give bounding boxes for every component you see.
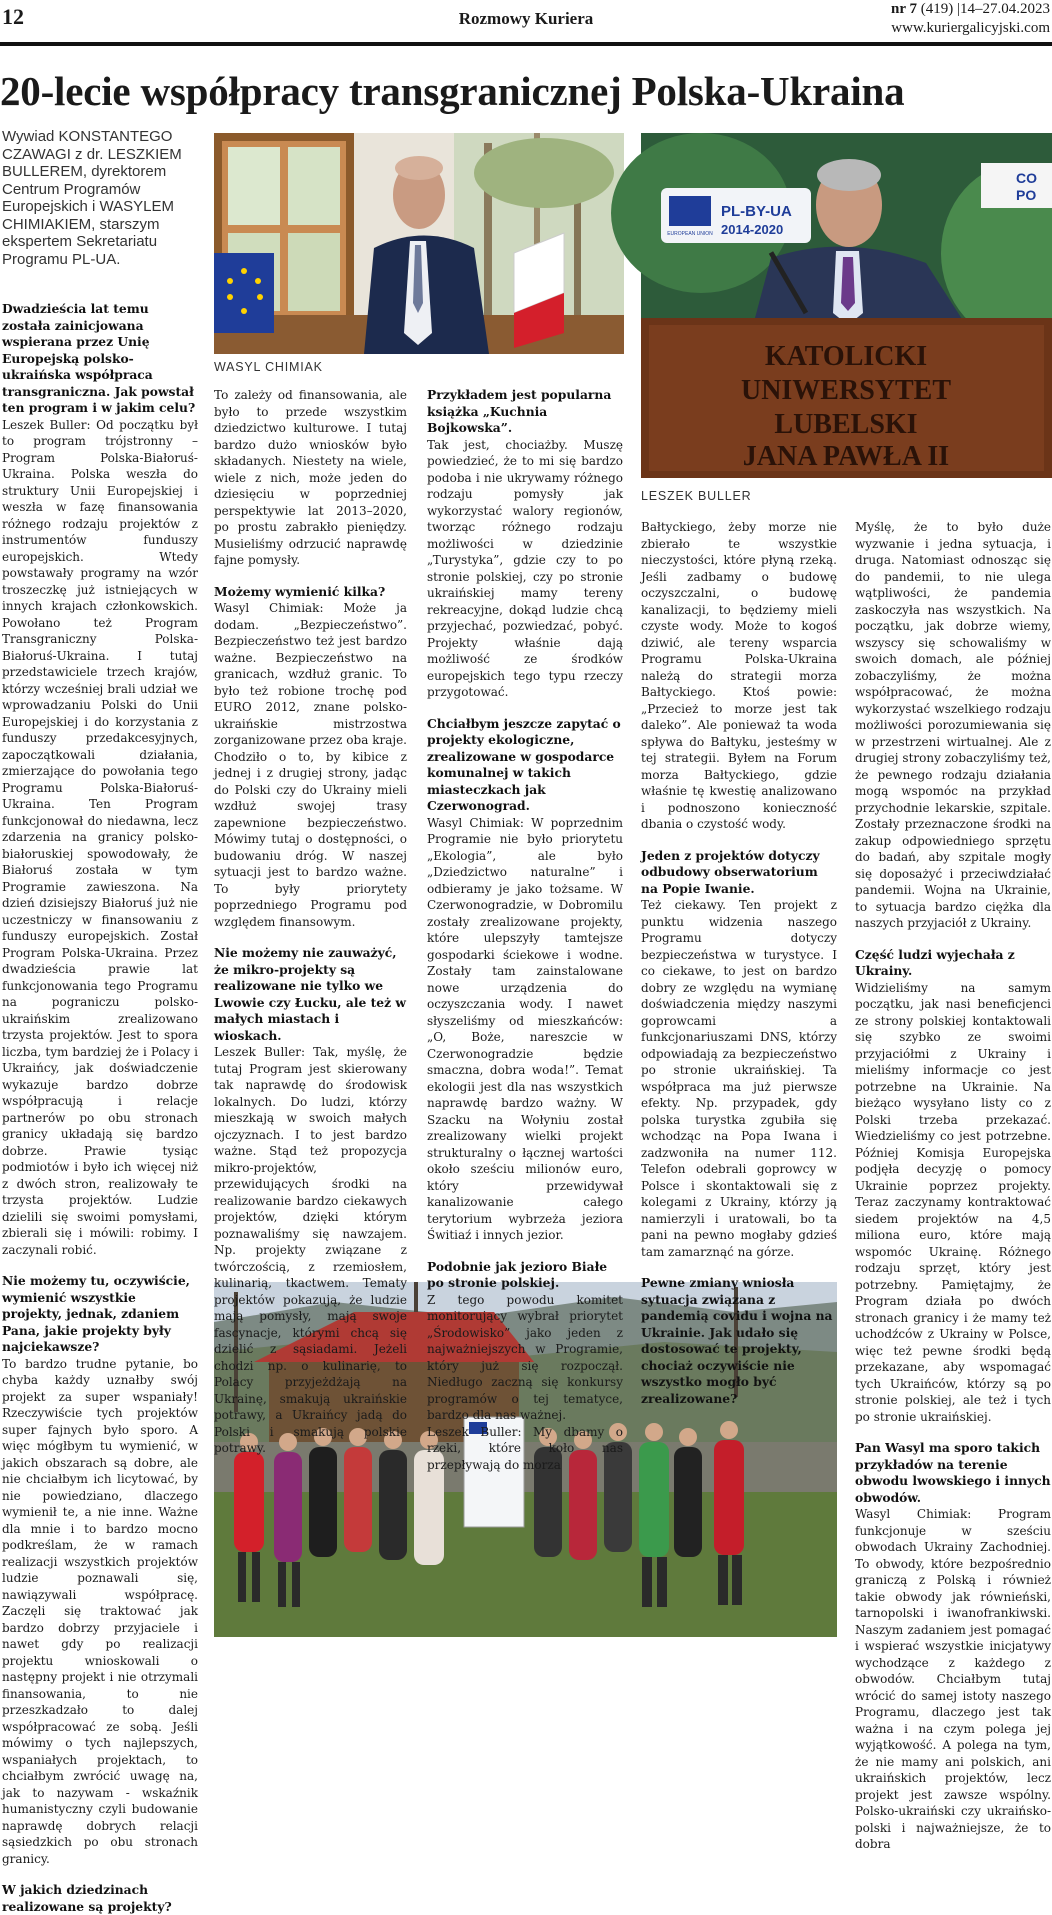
interview-question: Część ludzi wyjechała z Ukrainy.	[855, 946, 1015, 978]
issue-detail: (419) |14–27.04.2023	[920, 1, 1050, 17]
paragraph-gap	[427, 1244, 623, 1259]
interview-question: Pan Wasyl ma sporo takich przykładów na terenie obwodu lwowskiego i innych obwodów.	[855, 1440, 1051, 1505]
photo-wasyl-chimiak	[214, 133, 624, 354]
paragraph-gap	[214, 569, 407, 584]
page-number: 12	[2, 4, 24, 29]
interview-question: Nie możemy nie zauważyć, że mikro-projekty są realizowane nie tylko we Lwowie czy Łucku, ale też w małych miastach i wioskach.	[214, 945, 406, 1043]
interview-answer: Bałtyckiego, żeby morze nie zbierało te wszystkie nieczystości, które płyną rzeką. Jeśli zadbamy o budowę oczyszczalni, o budowę kanalizacji, to będziemy mieli czyste wody. Może to kogoś dziwić, ale tereny wsparcia Programu Polska-Ukraina należą do strategii morza Bałtyckiego. Ktoś powie: „Przecież to morze jest tak daleko”. Ale ponieważ ta woda spływa do Bałtyku, jesteśmy w tej strategii. Byłem na Forum morza Bałtyckiego, gdzie właśnie tę kwestię analizowano i podnoszono konieczność dbania o czystość wody.	[641, 520, 837, 831]
interview-answer: Wasyl Chimiak: Może ja dodam. „Bezpieczeństwo”. Bezpieczeństwo też jest bardzo ważne. Bezpieczeństwo na granicach, wzdłuż granic. To było też robione trochę pod EURO 2012, znane polsko-ukraińskie mistrzostwa zorganizowane przez oba kraje. Chodziło o to, by kibice z jednej i z drugiej strony, jadąc do Polski czy do Ukrainy mieli wzdłuż swojej trasy zapewnione bezpieczeństwo. Mówimy tutaj o dostępności, o budowaniu dróg. W naszej sytuacji jest to bardzo ważne. To były priorytety poprzedniego Programu pod względem finansowym.	[214, 601, 407, 929]
caption-leszek-buller: LESZEK BULLER	[641, 489, 752, 503]
interview-question: Podobnie jak jezioro Białe po stronie polskiej.	[427, 1258, 608, 1290]
article-column-4	[641, 519, 837, 1406]
interview-answer: Wasyl Chimiak: Program funkcjonuje w sześciu obwodach Ukrainy Zachodniej. To obwody, które bezpośrednio graniczą z Polską i również takie obwody jak równieński, tarnopolski i iwanofrankiwski. Naszym zadaniem jest pomagać i wspierać wszystkie inicjatywy wychodzące z każdego z obwodów. Chciałbym tutaj wrócić do samej istoty naszego Programu, dlaczego jest tak ważna i na czym polega jej wyjątkowość. A polega na tym, że nie mamy ani polskich, ani ukraińskich projektów, lecz projekt jest zawsze wspólny. Polsko-ukraiński czy ukraińsko-polski i najważniejsze, że to dobra	[855, 1507, 1051, 1851]
paragraph-gap	[641, 1260, 837, 1275]
paragraph-gap	[855, 1425, 1051, 1440]
website-link[interactable]: www.kuriergalicyjski.com	[891, 20, 1050, 36]
page-header	[0, 0, 1052, 46]
publication-section: Rozmowy Kuriera	[458, 9, 594, 28]
article-column-5	[855, 519, 1051, 1851]
intro-lead: Wywiad KONSTANTEGO CZAWAGI z dr. LESZKIEM BULLEREM, dyrektorem Centrum Programów Europejskich i WASYLEM CHIMIAKIEM, starszym ekspertem Sekretariatu Programu PL-UA.	[2, 128, 182, 268]
interview-question: Pewne zmiany wniosła sytuacja związana z pandemią covidu i wojna na Ukrainie. Jak udało się dostosować te projekty, chociaż oczywiście nie wszystko mogło być zrealizowane?	[641, 1275, 833, 1406]
interview-answer: Tak jest, chociażby. Muszę powiedzieć, że to mi się bardzo podoba i nie ukrywamy różnego rodzaju pomysły jak wykorzystać walory regionów, tworząc różnego rodzaju możliwości w dziedzinie „Turystyka”, gdzie czy to po stronie polskiej, czy po stronie ukraińskiej mamy tereny rekreacyjne, dokąd ludzie chcą przyjechać, pozwiedzać, pobyć. Projekty właśnie dają możliwość ze środków europejskich tego typu rzeczy przygotować.	[427, 437, 623, 699]
corner-text-2: PO	[1016, 187, 1037, 203]
banner-eu-label: EUROPEAN UNION	[667, 231, 713, 237]
banner-pl-by-ua: PL-BY-UA	[721, 203, 792, 220]
interview-answer: Leszek Buller: Od początku był to program trójstronny – Program Polska-Białoruś-Ukraina. Polska weszła do struktury Unii Europejskiej i weszła w fazę finansowania różnego rodzaju projektów z instrumentów funduszy europejskich. Wtedy powstawały programy na wzór troszeczkę już istniejących w innych krajach członkowskich. Powołano też Program Transgraniczny Polska-Białoruś-Ukraina. I tutaj przedstawiciele trzech krajów, którzy wcześniej brali udział we wprowadzaniu Polski do Unii Europejskiej i do korzystania z funduszy przedakcesyjnych, zapoczątkowali działania, zmierzające do powołania tego Programu Polska-Białoruś-Ukraina. Ten Program funkcjonował do niedawna, lecz zdarzenia na granicy polsko-białoruskiej spowodowały, że Białoruś została w tym Programie zawieszona. Na dzień dzisiejszy Białoruś już nie uczestniczy w finansowaniu z funduszy europejskich. Został Program Polska-Ukraina. Przez dwadzieścia prawie lat funkcjonowania tego Programu na pograniczu polsko-ukraińskim zrealizowano trzysta projektów. Jest to spora liczba, tym bardziej że i Polacy i Ukraińcy, jak doświadczenie wykazuje bardzo dobrze współpracują i relacje partnerów po obu stronach granicy układają się bardzo dobrze. Prawie tysiąc podmiotów i było ich więcej niż z dwóch stron, realizowały te trzysta projektów. Ludzie dzielili się swoimi pomysłami, zbierali się i mówili: robimy. I zaczynali robić.	[2, 417, 198, 1257]
issue-number: nr 7	[891, 1, 917, 17]
podium-line-2: UNIWERSYTET	[740, 375, 952, 406]
interview-question: Przykładem jest popularna książka „Kuchnia Bojkowska”.	[427, 387, 612, 435]
paragraph-gap	[2, 1258, 198, 1273]
article-column-2	[214, 387, 407, 1455]
podium-line-1: KATOLICKI	[764, 341, 928, 372]
interview-answer: To zależy od finansowania, ale było to przede wszystkim dziedzictwo kulturowe. I tutaj bardzo dużo wniosków było składanych. Niestety na wiele, wiele z nich, może jeden do dziesięciu w poprzedniej perspektywie lat 2013–2020, po prostu zabrakło pieniędzy. Musieliśmy odrzucić naprawdę fajne pomysły.	[214, 388, 407, 567]
interview-answer: Widzieliśmy na samym początku, jak nasi beneficjenci ze strony polskiej kontaktowali się szybko ze swoimi przyjaciółmi z Ukrainy i mieliśmy informacje co jest potrzebne na Ukrainie. Na bieżąco wysyłano listy co z Polski trzeba przekazać. Wiedzieliśmy co jest potrzebne. Później Komisja Europejska podjęła decyzję o pomocy Ukrainie poprzez projekty. Teraz zaczynamy kontraktować siedem projektów na 4,5 miliona euro, które mają wspomóc Ukrainę. Różnego rodzaju sprzęt, który jest potrzebny. Pamiętajmy, że Program działa po dwóch stronach granicy i że mamy też uchodźców z Ukrainy w Polsce, więc też pewne środki będą przekazane, aby wspomagać tych Ukraińców, którzy są po stronie polskiej, ale też i tych po stronie ukraińskiej.	[855, 980, 1051, 1424]
article-column-3	[427, 387, 623, 1472]
interview-answer: To bardzo trudne pytanie, bo chyba każdy uznałby swój projekt za super wspaniały! Rzeczywiście tych projektów super fajnych było sporo. A więc mógłbym tu wymienić, w jakich obszarach są dobre, ale nie chciałbym ich licytować, by nie powiedziano, dlaczego wymienił te, a nie inne. Ważne dla mnie i to bardzo mocno podkreślam, że w ramach realizacji wszystkich projektów ludzie poznawali się, nawiązywali współpracę. Zaczęli się traktować jak bardzo dobrzy przyjaciele i nawet gdy po realizacji projektu wnioskowali o następny projekt i nie otrzymali finansowania, to nie przeszkadzało to dalej współpracować ze sobą. Jeśli mówimy o tych najlepszych, wspaniałych projektach, to chciałbym zwrócić uwagę na, jak to nazywam - wskaźnik humanistyczny czyli budowanie naprawdę dobrych relacji sąsiedzkich po obu stronach granicy.	[2, 1356, 198, 1866]
interview-question: Jeden z projektów dotyczy odbudowy obserwatorium na Popie Iwanie.	[641, 847, 820, 896]
interview-answer: Też ciekawy. Ten projekt z punktu widzenia naszego Programu dotyczy bezpieczeństwa w turystyce. I co ciekawe, to jest on bardzo dobry ze względu na wymianę doświadczenia między naszymi goprowcami a funkcjonariuszami DNS, którzy odpowiadają za bezpieczeństwo po stronie ukraińskiej. Ta współpraca ma już pierwsze efekty. Np. przypadek, gdy polska turystka zgubiła się wchodząc na Popa Iwana i zadzwoniła na numer 112. Telefon odebrali goprowcy w Polsce i skontaktowali się z kolegami z Ukrainy, którzy ją namierzyli i uratowali, bo ta pani na pewno mogłaby gdzieś tam zamarznąć na górze.	[641, 898, 837, 1259]
interview-answer: Leszek Buller: Tak, myślę, że tutaj Program jest skierowany tak naprawdę do środowisk lokalnych. Do ludzi, którzy mieszkają w swoich małych ojczyznach. I to jest bardzo ważne. Stąd też propozycja mikro-projektów, przewidujących środki na realizowanie bardzo ciekawych projektów, dzięki którym poznawaliśmy się nawzajem. Np. projekty związane z twórczością, z rzemiosłem, kulinarią, tkactwem. Tematy projektów pokazują, że ludzie mają pomysły, mają swoje fascynacje, którymi chcą się dzielić z sąsiadami. Jeżeli chodzi np. o kulinarię, to Polacy przyjeżdżają na Ukrainę, smakują ukraińskie potrawy, a Ukraińcy jadą do Polski i smakują polskie potrawy.	[214, 1045, 407, 1455]
paragraph-gap	[427, 701, 623, 716]
interview-answer: Wasyl Chimiak: W poprzednim Programie nie było priorytetu „Ekologia”, ale było „Dziedzictwo naturalne” i odbieramy je jako tożsame. W Czerwonogradzie, w Dobromilu zostały zrealizowane projekty, które ulepszyły tamtejsze gospodarki ściekowe i wodne. Zostały tam zainstalowane nowe urządzenia do oczyszczania wody. I nawet słyszeliśmy od mieszkańców: „O, Boże, nareszcie w Czerwonogradzie będzie smaczna, dobra woda!”. Temat ekologii jest dla nas wszystkich naprawdę bardzo ważny. W Szacku na Wołyniu został zrealizowany wielki projekt strukturalny o łącznej wartości około sześciu milionów euro, który przewidywał kanalizowanie całego terytorium wybrzeża jeziora Świtiaź i innych jezior.	[427, 815, 623, 1242]
interview-answer: Myślę, że to było duże wyzwanie i jedna sytuacja, i druga. Natomiast odnosząc się do pandemii, to nie ulega wątpliwości, że pandemia zaskoczyła nas wszystkich. Na początku, jak dobrze wiemy, wszyscy się schowaliśmy w swoich domach, ale później zobaczyliśmy, że można współpracować, że można wykorzystać wszelkiego rodzaju możliwości porozumiewania się w przestrzeni wirtualnej. Ale z drugiej strony zobaczyliśmy też, że pewnego rodzaju działania mogą wspomóc na przykład przychodnie lekarskie, szpitale. Zostały przeznaczone środki na zakup odpowiedniego sprzętu do badań, aby szpitale mogły się doposażyć i przeciwdziałać pandemii. Wojna na Ukrainie, to sytuacja bardzo ciężka dla naszych przyjaciół z Ukrainy.	[855, 520, 1051, 930]
issue-info	[891, 0, 1050, 38]
paragraph-gap	[641, 833, 837, 848]
interview-question: Możemy wymienić kilka?	[214, 583, 386, 599]
photo-leszek-buller	[641, 133, 1052, 478]
interview-question: W jakich dziedzinach realizowane są projekty?	[2, 1882, 172, 1914]
article-column-1	[2, 301, 198, 1914]
corner-text-1: CO	[1016, 170, 1037, 186]
interview-answer: Z tego powodu komitet monitorujący wybrał priorytet „Środowisko” jako jeden z najważniejszych w Programie, który już się rozpoczął. Niedługo zaczną się konkursy programów o tej tematyce, bardzo dla nas ważnej.	[427, 1292, 623, 1422]
paragraph-gap	[855, 932, 1051, 947]
interview-question: Chciałbym jeszcze zapytać o projekty ekologiczne, zrealizowane w gospodarce komunalnej w takich miasteczkach jak Czerwonograd.	[427, 715, 621, 813]
banner-years: 2014-2020	[721, 222, 784, 237]
caption-wasyl-chimiak: WASYL CHIMIAK	[214, 360, 323, 374]
interview-question: Nie możemy tu, oczywiście, wymienić wszystkie projekty, jednak, zdaniem Pana, jakie projekty były najciekawsze?	[2, 1273, 190, 1354]
paragraph-gap	[214, 930, 407, 945]
headline: 20-lecie współpracy transgranicznej Polska-Ukraina	[0, 68, 905, 114]
paragraph-gap	[2, 1867, 198, 1882]
interview-question: Dwadzieścia lat temu została zainicjowana wspierana przez Unię Europejską polsko-ukraińska współpraca transgraniczna. Jak powstał ten program i w jakim celu?	[2, 301, 196, 415]
podium-line-4: JANA PAWŁA II	[742, 441, 950, 472]
podium-line-3: LUBELSKI	[774, 409, 918, 440]
interview-answer: Leszek Buller: My dbamy o rzeki, które koło nas przepływają do morza	[427, 1424, 623, 1472]
